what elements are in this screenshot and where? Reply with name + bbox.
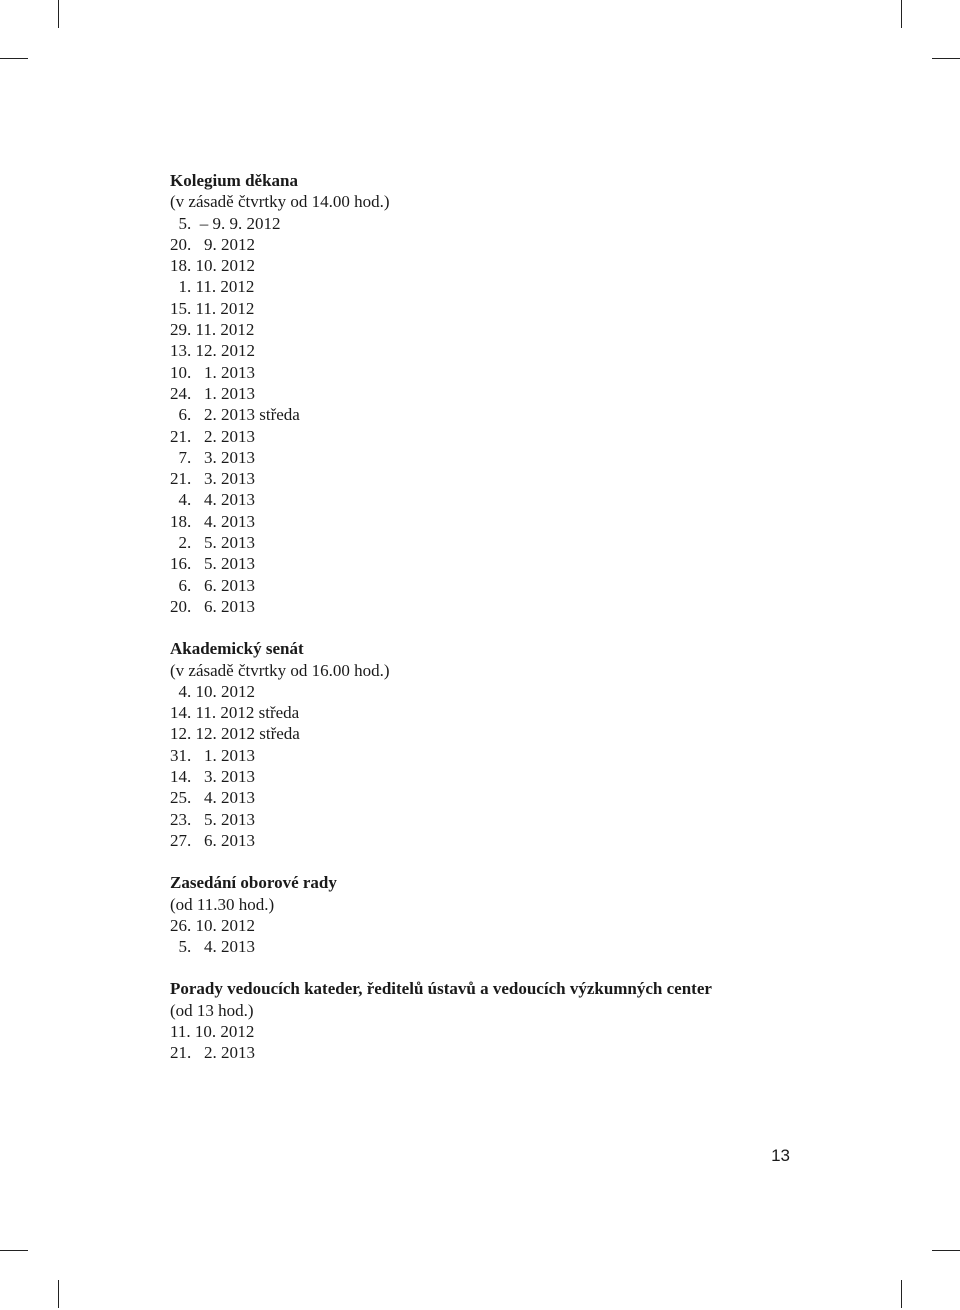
date-line: 26. 10. 2012 — [170, 915, 255, 935]
date-line: 4. 4. 2013 — [170, 490, 255, 510]
date-line: 21. 3. 2013 — [170, 469, 255, 489]
crop-mark-top-right — [901, 0, 902, 28]
crop-mark-top-right-h — [932, 58, 960, 59]
date-line: 29. 11. 2012 — [170, 320, 255, 340]
date-line: 6. 2. 2013 středa — [170, 405, 300, 425]
date-line: 4. 10. 2012 — [170, 681, 255, 701]
schedule-content — [170, 170, 810, 1085]
date-line: 14. 3. 2013 — [170, 767, 255, 787]
section-subheading: (v zásadě čtvrtky od 14.00 hod.) — [170, 192, 390, 212]
date-line: 27. 6. 2013 — [170, 830, 255, 850]
crop-mark-top-left — [58, 0, 59, 28]
crop-mark-bottom-left-h — [0, 1250, 28, 1251]
page-number: 13 — [771, 1146, 790, 1165]
date-line: 31. 1. 2013 — [170, 745, 255, 765]
date-line: 6. 6. 2013 — [170, 575, 255, 595]
section-heading: Zasedání oborové rady — [170, 873, 337, 893]
date-line: 13. 12. 2012 — [170, 341, 255, 361]
section-subheading: (v zásadě čtvrtky od 16.00 hod.) — [170, 660, 390, 680]
date-line: 24. 1. 2013 — [170, 383, 255, 403]
crop-mark-bottom-right-h — [932, 1250, 960, 1251]
date-line: 21. 2. 2013 — [170, 1043, 255, 1063]
date-line: 20. 9. 2012 — [170, 234, 255, 254]
date-line: 23. 5. 2013 — [170, 809, 255, 829]
section-heading: Akademický senát — [170, 639, 304, 659]
section-akademicky-senat — [170, 638, 810, 851]
date-line: 14. 11. 2012 středa — [170, 703, 300, 723]
date-line: 2. 5. 2013 — [170, 533, 255, 553]
date-line: 15. 11. 2012 — [170, 298, 255, 318]
section-subheading: (od 13 hod.) — [170, 1000, 254, 1020]
date-line: 20. 6. 2013 — [170, 596, 255, 616]
date-line: 10. 1. 2013 — [170, 362, 255, 382]
crop-mark-top-left-h — [0, 58, 28, 59]
date-line: 12. 12. 2012 středa — [170, 724, 300, 744]
section-heading: Kolegium děkana — [170, 171, 298, 190]
date-line: 18. 4. 2013 — [170, 511, 255, 531]
section-porady-vedoucich — [170, 978, 810, 1063]
date-line: 25. 4. 2013 — [170, 788, 255, 808]
section-kolegium-dekana — [170, 170, 810, 617]
section-subheading: (od 11.30 hod.) — [170, 894, 275, 914]
date-line: 18. 10. 2012 — [170, 256, 255, 276]
section-zasedani-oborove-rady — [170, 872, 810, 957]
date-line: 7. 3. 2013 — [170, 447, 255, 467]
crop-mark-bottom-right — [901, 1280, 902, 1308]
date-line: 16. 5. 2013 — [170, 554, 255, 574]
date-line: 5. 4. 2013 — [170, 937, 255, 957]
section-heading: Porady vedoucích kateder, ředitelů ústavů a vedoucích výzkumných center — [170, 979, 712, 999]
date-line: 1. 11. 2012 — [170, 277, 255, 297]
date-line: 11. 10. 2012 — [170, 1021, 255, 1041]
date-line: 21. 2. 2013 — [170, 426, 255, 446]
crop-mark-bottom-left — [58, 1280, 59, 1308]
date-line: 5. – 9. 9. 2012 — [170, 213, 281, 233]
